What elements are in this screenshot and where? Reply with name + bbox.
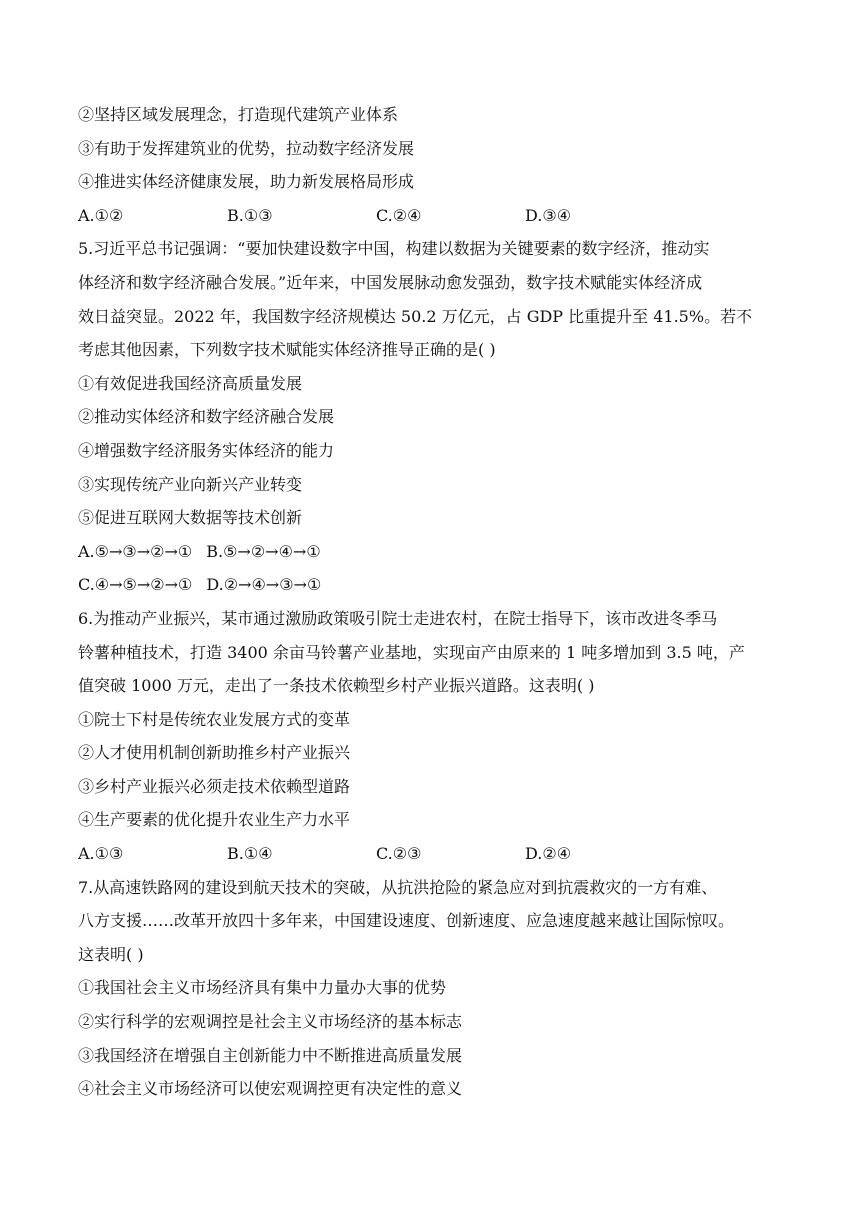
q5-statement-3: ④增强数字经济服务实体经济的能力 [78,440,335,460]
q6-options [78,837,798,871]
q6-statement-3: ③乡村产业振兴必须走技术依赖型道路 [78,776,351,796]
q7-statement-2: ②实行科学的宏观调控是社会主义市场经济的基本标志 [78,1012,463,1032]
q6-stem-line-2: 铃薯种植技术，打造 3400 余亩马铃薯产业基地，实现亩产由原来的 1 吨多增加到 3.5 吨，产 [78,642,745,662]
document-page [78,98,798,1106]
q6-option-a: A.①③ [78,844,124,864]
q4-option-c: C.②④ [376,205,422,225]
q5-statement-1: ①有效促进我国经济高质量发展 [78,373,303,393]
q6-stem-line-3: 值突破 1000 万元，走出了一条技术依赖型乡村产业振兴道路。这表明( ) [78,676,595,696]
q5-option-a: A.⑤→③→②→① [78,541,193,561]
q6-stem-line-1: 6.为推动产业振兴，某市通过激励政策吸引院士走进农村，在院士指导下，该市改进冬季马 [78,608,718,628]
q4-statement-2: ②坚持区域发展理念，打造现代建筑产业体系 [78,105,399,124]
q5-option-c: C.④→⑤→②→① [78,575,193,595]
q5-statement-5: ⑤促进互联网大数据等技术创新 [78,508,303,528]
q6-option-d: D.②④ [525,844,572,864]
q4-statement-4: ④推进实体经济健康发展，助力新发展格局形成 [78,172,415,192]
q5-stem-line-2: 体经济和数字经济融合发展。”近年来，中国发展脉动愈发强劲，数字技术赋能实体经济成 [78,272,703,292]
q4-statement-3: ③有助于发挥建筑业的优势，拉动数字经济发展 [78,138,415,158]
q7-statement-3: ③我国经济在增强自主创新能力中不断推进高质量发展 [78,1045,463,1065]
q6-option-c: C.②③ [376,844,422,864]
q7-stem-line-1: 7.从高速铁路网的建设到航天技术的突破，从抗洪抢险的紧急应对到抗震救灾的一方有难、 [78,877,718,897]
q4-options [78,199,798,233]
q5-options-row-1 [78,535,798,569]
q7-stem-line-2: 八方支援……改革开放四十多年来，中国建设速度、创新速度、应急速度越来越让国际惊叹。 [78,911,735,931]
q7-stem-line-3: 这表明( ) [78,944,144,964]
q7-statement-1: ①我国社会主义市场经济具有集中力量办大事的优势 [78,978,447,998]
q6-statement-2: ②人才使用机制创新助推乡村产业振兴 [78,743,351,763]
q5-stem-line-4: 考虑其他因素，下列数字技术赋能实体经济推导正确的是( ) [78,340,496,360]
q5-statement-2: ②推动实体经济和数字经济融合发展 [78,407,335,427]
q5-option-b: B.⑤→②→④→① [206,541,321,561]
q4-option-a: A.①② [78,205,124,225]
q5-options-row-2 [78,568,798,602]
q5-stem-line-3: 效日益突显。2022 年，我国数字经济规模达 50.2 万亿元，占 GDP 比重提升至 41.5%。若不 [78,306,753,326]
q5-stem-line-1: 5.习近平总书记强调：“要加快建设数字中国，构建以数据为关键要素的数字经济，推动实 [78,239,710,259]
q6-option-b: B.①④ [227,844,273,864]
q7-statement-4: ④社会主义市场经济可以使宏观调控更有决定性的意义 [78,1079,463,1099]
q5-statement-4: ③实现传统产业向新兴产业转变 [78,474,303,494]
q4-option-b: B.①③ [227,205,273,225]
q4-option-d: D.③④ [525,205,572,225]
q6-statement-1: ①院士下村是传统农业发展方式的变革 [78,709,351,729]
q5-option-d: D.②→④→③→① [206,575,322,595]
q6-statement-4: ④生产要素的优化提升农业生产力水平 [78,810,351,830]
